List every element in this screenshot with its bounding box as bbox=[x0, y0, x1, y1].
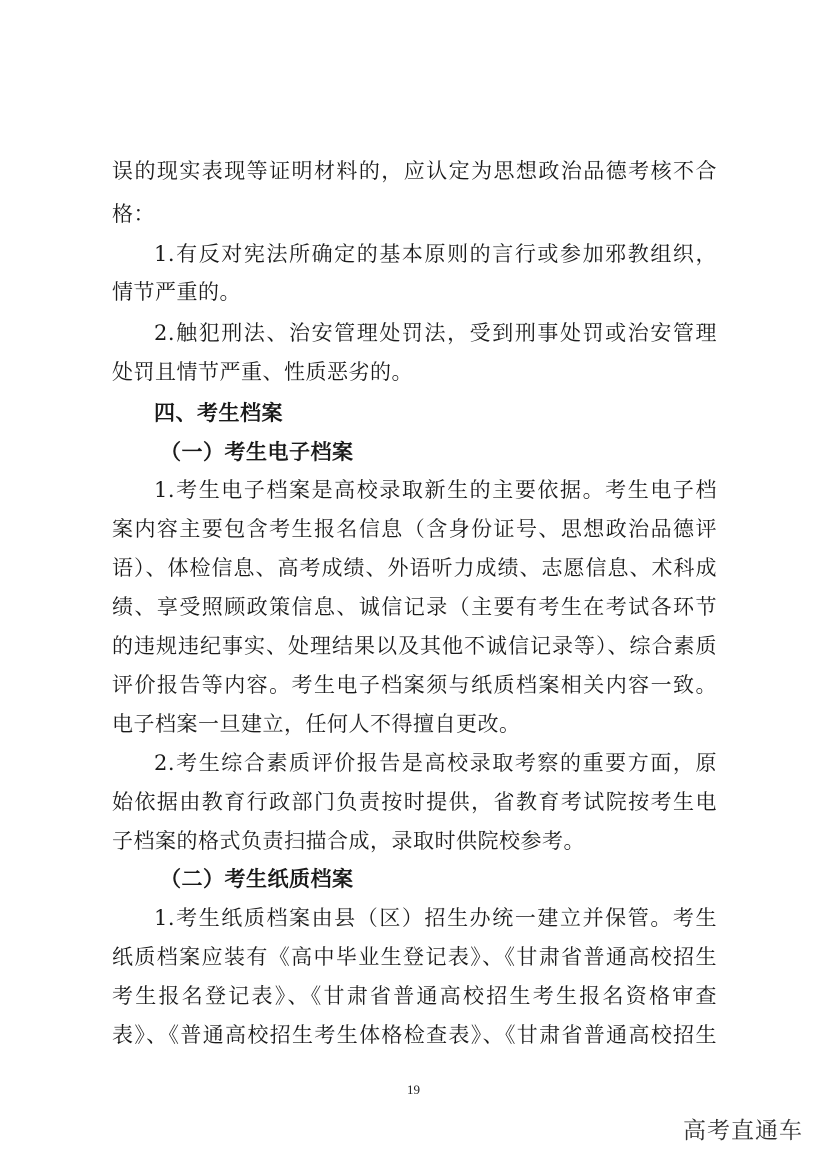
text-line: 误的现实表现等证明材料的，应认定为思想政治品德考核不合 bbox=[112, 159, 717, 183]
text-line: 绩、享受照顾政策信息、诚信记录（主要有考生在考试各环节 bbox=[112, 595, 717, 619]
text-line: 处罚且情节严重、性质恶劣的。 bbox=[112, 360, 413, 384]
text-line: 电子档案一旦建立，任何人不得擅自更改。 bbox=[112, 712, 521, 736]
text-line: 语）、体检信息、高考成绩、外语听力成绩、志愿信息、术科成 bbox=[112, 556, 717, 580]
text-line: 始依据由教育行政部门负责按时提供，省教育考试院按考生电 bbox=[112, 790, 717, 814]
text-line: 格： bbox=[112, 202, 155, 226]
section-heading: 四、考生档案 bbox=[154, 401, 283, 425]
text-line: 表》、《普通高校招生考生体格检查表》、《甘肃省普通高校招生 bbox=[112, 1023, 717, 1047]
subsection-heading: （二）考生纸质档案 bbox=[160, 867, 354, 891]
text-line: 2.考生综合素质评价报告是高校录取考察的重要方面，原 bbox=[154, 751, 717, 775]
text-line: 案内容主要包含考生报名信息（含身份证号、思想政治品德评 bbox=[112, 517, 717, 541]
text-line: 1.有反对宪法所确定的基本原则的言行或参加邪教组织， bbox=[154, 242, 717, 266]
text-line: 的违规违纪事实、处理结果以及其他不诚信记录等）、综合素质 bbox=[112, 634, 717, 658]
text-line: 纸质档案应装有《高中毕业生登记表》、《甘肃省普通高校招生 bbox=[112, 945, 717, 969]
text-line: 评价报告等内容。考生电子档案须与纸质档案相关内容一致。 bbox=[112, 673, 717, 697]
subsection-heading: （一）考生电子档案 bbox=[160, 440, 354, 464]
text-line: 2.触犯刑法、治安管理处罚法，受到刑事处罚或治安管理 bbox=[154, 321, 717, 345]
text-line: 情节严重的。 bbox=[112, 280, 241, 304]
text-line: 1.考生纸质档案由县（区）招生办统一建立并保管。考生 bbox=[154, 906, 717, 930]
text-line: 子档案的格式负责扫描合成，录取时供院校参考。 bbox=[112, 829, 585, 853]
text-line: 考生报名登记表》、《甘肃省普通高校招生考生报名资格审查 bbox=[112, 984, 717, 1008]
text-line: 1.考生电子档案是高校录取新生的主要依据。考生电子档 bbox=[154, 478, 717, 502]
page-number: 19 bbox=[407, 1082, 420, 1097]
watermark-logo: 高考直通车 bbox=[683, 1118, 803, 1144]
